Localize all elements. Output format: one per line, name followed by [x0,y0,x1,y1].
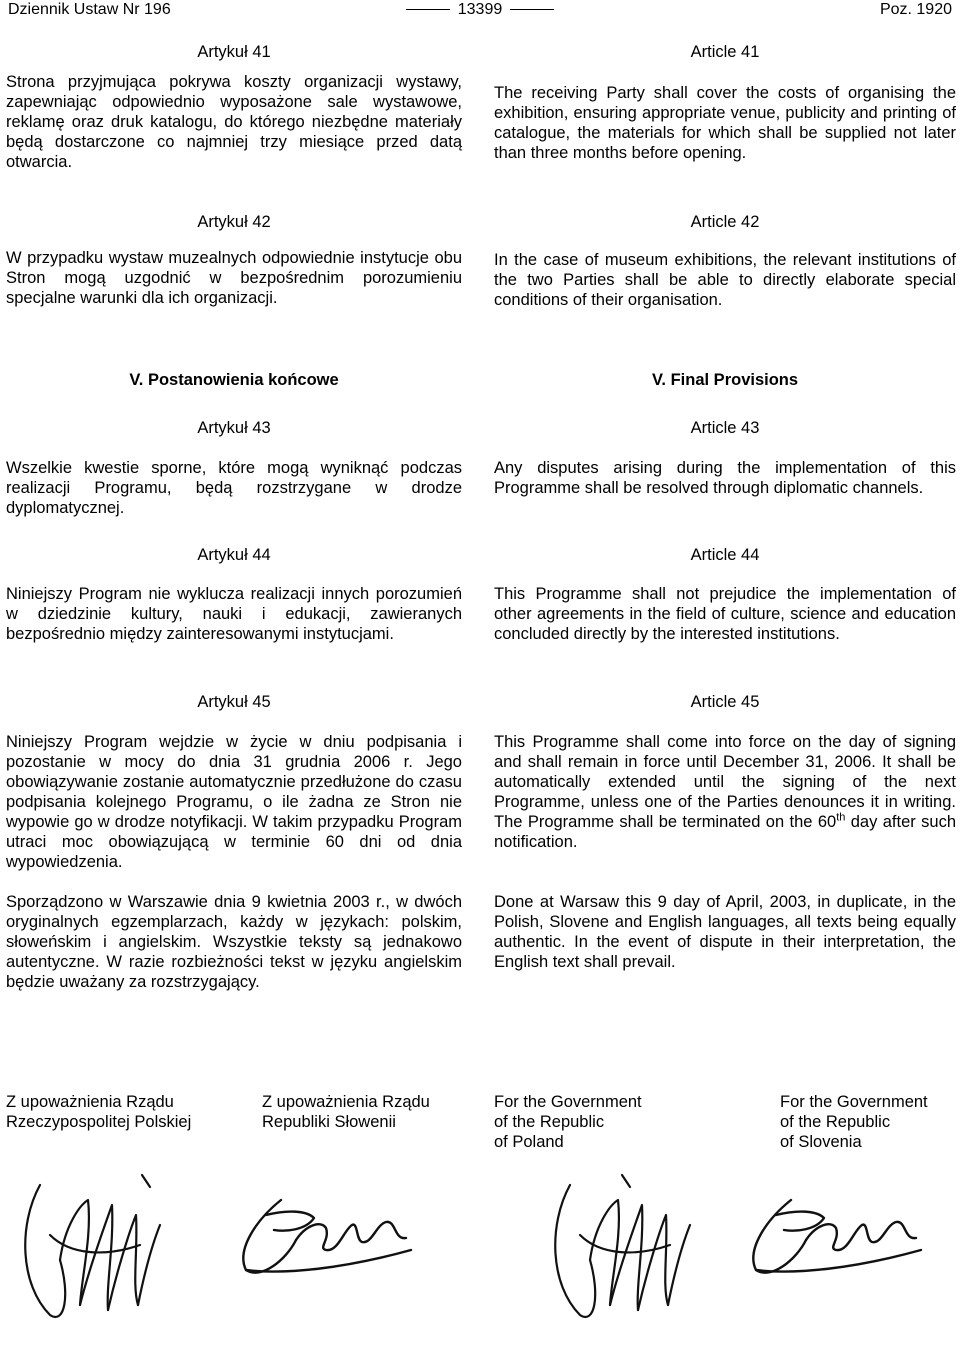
art45-text-en-tail: day after such notification. [494,813,956,851]
art45-text-pl: Niniejszy Program wejdzie w życie w dniu podpisania i pozostanie w mocy do dnia 31 grudnia 2006 r. Jego obowiązywanie zostanie automatycznie przedłużone do czasu podpisania kolejnego Programu, o ile żadna ze Stron nie wypowie go w drodze notyfikacji. W takim przypadku Program utraci moc obowiązującą w terminie 60 dni od dnia wypowiedzenia. [6,733,462,871]
art44-title-en: Article 44 [690,546,760,564]
signature-labels [0,1092,960,1152]
closing-text-en: Done at Warsaw this 9 day of April, 2003, in duplicate, in the Polish, Slovene and English languages, all texts being equally authentic. In the event of dispute in their interpretation, the English text shall prevail. [494,893,956,971]
art43-title-en: Article 43 [690,419,760,437]
signature-slovenia-1 [226,1180,416,1290]
signature-label-poland-en: For the Government of the Republic of Poland [494,1093,642,1151]
signature-label-slovenia-pl: Z upoważnienia Rządu Republiki Słowenii [262,1093,430,1131]
art41-text-en: The receiving Party shall cover the costs of organising the exhibition, ensuring appropriate venue, publicity and printing of catalogue, the materials for which shall be supplied not later than three months before opening. [494,84,956,162]
art45-title-en: Article 45 [690,693,760,711]
position-number: Poz. 1920 [879,1,952,18]
signature-poland-1 [10,1165,180,1335]
signature-label-poland-pl: Z upoważnienia Rządu Rzeczypospolitej Polskiej [6,1093,192,1131]
art44-title-pl: Artykuł 44 [197,546,271,564]
signature-poland-2 [540,1165,710,1335]
art45-text-en [494,732,956,852]
closing-text-pl: Sporządzono w Warszawie dnia 9 kwietnia 2003 r., w dwóch oryginalnych egzemplarzach, każdy w językach: polskim, słoweńskim i angielskim. Wszystkie teksty są jednakowo autentyczne. W razie rozbieżności tekst w języku angielskim będzie uważany za rozstrzygający. [6,893,462,991]
art42-text-en: In the case of museum exhibitions, the relevant institutions of the two Parties shall be able to directly elaborate special conditions of their organisation. [494,251,956,309]
art41-title-pl: Artykuł 41 [197,43,271,61]
art41-text-pl: Strona przyjmująca pokrywa koszty organizacji wystawy, zapewniając odpowiednio wyposażone sale wystawowe, reklamę oraz druk katalogu, do którego niezbędne materiały będą dostarczone co najmniej trzy miesiące przed datą otwarcia. [6,73,462,171]
art45-title-pl: Artykuł 45 [197,693,271,711]
signature-slovenia-2 [736,1180,926,1290]
journal-issue: Dziennik Ustaw Nr 196 [8,1,171,18]
page-number [8,0,952,20]
page-header [8,0,952,20]
art45-superscript: th [836,811,846,824]
art44-text-en: This Programme shall not prejudice the implementation of other agreements in the field of culture, science and education concluded directly by the interested institutions. [494,585,956,643]
art42-title-en: Article 42 [690,213,760,231]
page-number-text: 13399 [457,1,503,18]
section-title-en: V. Final Provisions [651,371,799,389]
art43-text-pl: Wszelkie kwestie sporne, które mogą wyniknąć podczas realizacji Programu, będą rozstrzygane w drodze dyplomatycznej. [6,459,462,517]
dash-left [406,9,450,10]
art42-title-pl: Artykuł 42 [197,213,271,231]
art45-text-en-main: This Programme shall come into force on the day of signing and shall remain in force until December 31, 2006. It shall be automatically extended until the signing of the next Programme, unless one of the Parties denounces it in writing. The Programme shall be terminated on the 60 [494,733,956,831]
dash-right [510,9,554,10]
art43-text-en: Any disputes arising during the implementation of this Programme shall be resolved through diplomatic channels. [494,459,956,497]
art42-text-pl: W przypadku wystaw muzealnych odpowiednie instytucje obu Stron mogą uzgodnić w bezpośrednim porozumieniu specjalne warunki dla ich organizacji. [6,249,462,307]
section-title-pl: V. Postanowienia końcowe [129,371,339,389]
art41-title-en: Article 41 [690,43,760,61]
art44-text-pl: Niniejszy Program nie wyklucza realizacji innych porozumień w dziedzinie kultury, nauki i edukacji, zawieranych bezpośrednio między zainteresowanymi instytucjami. [6,585,462,643]
signature-label-slovenia-en: For the Government of the Republic of Slovenia [780,1093,928,1151]
art43-title-pl: Artykuł 43 [197,419,271,437]
